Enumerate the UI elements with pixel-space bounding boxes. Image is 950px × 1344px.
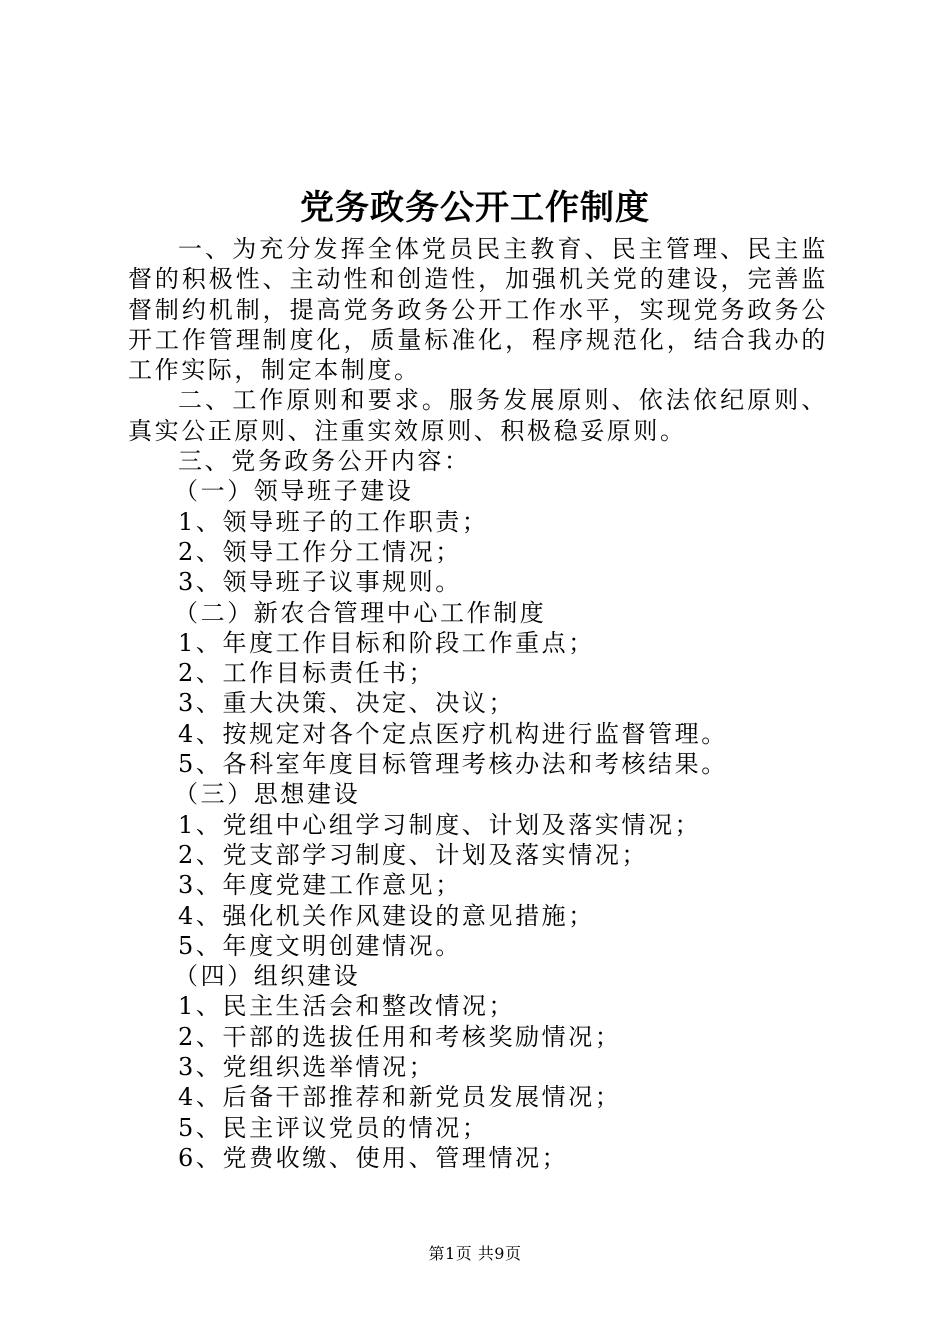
- list-item: 3、年度党建工作意见；: [178, 871, 462, 900]
- list-item: 6、党费收缴、使用、管理情况；: [178, 1143, 569, 1172]
- section-heading: （二）新农合管理中心工作制度: [174, 598, 547, 627]
- document-body: [128, 234, 828, 1173]
- section-heading: （三）思想建设: [174, 780, 361, 809]
- list-item: 5、各科室年度目标管理考核办法和考核结果。: [178, 750, 728, 779]
- paragraph-purpose: 一、为充分发挥全体党员民主教育、民主管理、民主监督的积极性、主动性和创造性，加强机关党的建设，完善监督制约机制，提高党务政务公开工作水平，实现党务政务公开工作管理制度化，质量标准化，程序规范化，结合我办的工作实际，制定本制度。: [128, 235, 828, 385]
- list-item: 3、党组织选举情况；: [178, 1053, 436, 1082]
- list-item: 2、干部的选拔任用和考核奖励情况；: [178, 1022, 622, 1051]
- list-item: 1、民主生活会和整改情况；: [178, 992, 516, 1021]
- list-item: 4、后备干部推荐和新党员发展情况；: [178, 1083, 622, 1112]
- section-heading: （四）组织建设: [174, 962, 361, 991]
- list-item: 3、重大决策、决定、决议；: [178, 689, 516, 718]
- list-item: 1、年度工作目标和阶段工作重点；: [178, 628, 595, 657]
- list-item: 1、党组中心组学习制度、计划及落实情况；: [178, 810, 702, 839]
- document-title: 党务政务公开工作制度: [300, 188, 650, 228]
- list-item: 3、领导班子议事规则。: [178, 568, 462, 597]
- section-heading: （一）领导班子建设: [174, 477, 414, 506]
- list-item: 5、民主评议党员的情况；: [178, 1113, 489, 1142]
- paragraph-contents-intro: 三、党务政务公开内容：: [178, 447, 471, 476]
- page-number-footer: 第1页 共9页: [428, 1244, 522, 1263]
- list-item: 1、领导班子的工作职责；: [178, 507, 489, 536]
- list-item: 2、领导工作分工情况；: [178, 537, 462, 566]
- list-item: 5、年度文明创建情况。: [178, 931, 462, 960]
- list-item: 4、按规定对各个定点医疗机构进行监督管理。: [178, 719, 728, 748]
- list-item: 2、党支部学习制度、计划及落实情况；: [178, 840, 649, 869]
- list-item: 2、工作目标责任书；: [178, 659, 436, 688]
- paragraph-principles: 二、工作原则和要求。服务发展原则、依法依纪原则、真实公正原则、注重实效原则、积极稳妥原则。: [128, 386, 828, 445]
- list-item: 4、强化机关作风建设的意见措施；: [178, 901, 595, 930]
